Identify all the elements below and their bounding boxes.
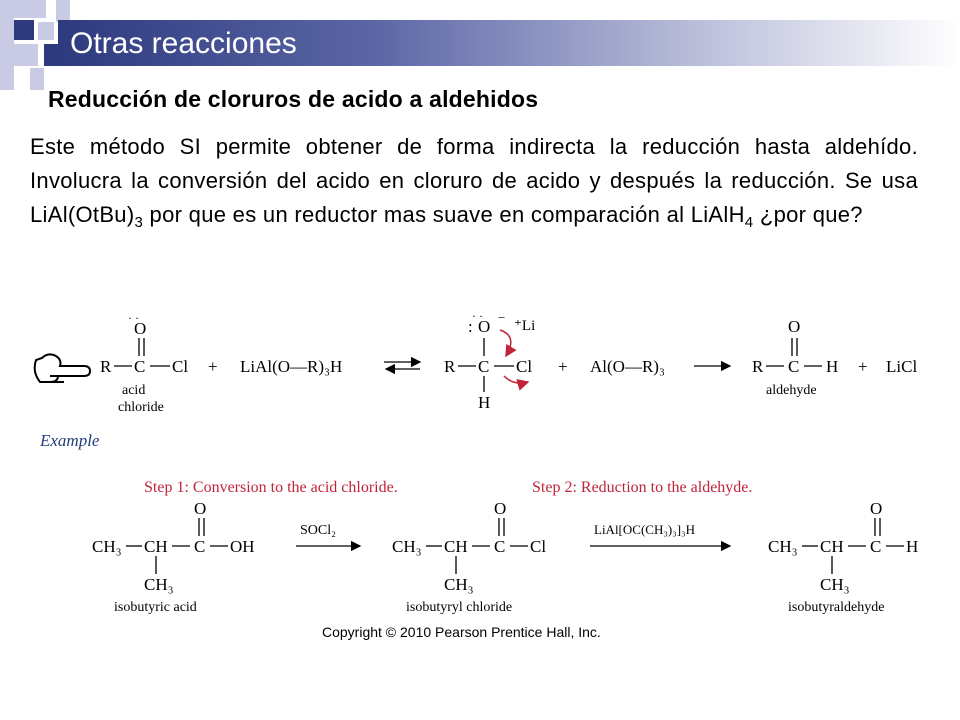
- section-subtitle: Reducción de cloruros de acido a aldehidos: [48, 86, 539, 112]
- ex-h: H: [906, 537, 919, 556]
- plus-sign: +: [858, 357, 868, 376]
- step-2-label: Step 2: Reduction to the aldehyde.: [532, 479, 753, 496]
- ex-ch3: CH₃: [144, 575, 174, 594]
- ex-ch3: CH₃: [392, 537, 422, 556]
- ex-ch: CH: [144, 537, 168, 556]
- scheme-r-2: R: [444, 357, 456, 376]
- ex-ch: CH: [444, 537, 468, 556]
- name-isobutyraldehyde: isobutyraldehyde: [788, 600, 885, 615]
- scheme-cl-1: Cl: [172, 357, 189, 376]
- scheme-o-3: O: [788, 317, 801, 336]
- reagent-lial-otbu: LiAl[OC(CH₃)₃]₃H: [594, 522, 695, 537]
- scheme-c-3: C: [788, 357, 800, 376]
- ex-o: O: [194, 499, 207, 518]
- curved-arrow: [500, 330, 511, 356]
- ex-oh: OH: [230, 537, 255, 556]
- body-text-3: ¿por que?: [753, 202, 863, 227]
- body-sub-1: 3: [134, 214, 144, 231]
- aluminium-alkoxide: Al(O—R)₃: [590, 357, 665, 376]
- scheme-h-3: H: [826, 357, 839, 376]
- name-isobutyric-acid: isobutyric acid: [114, 600, 197, 615]
- ex-c: C: [194, 537, 206, 556]
- ex-ch3: CH₃: [820, 575, 850, 594]
- ex-ch3: CH₃: [768, 537, 798, 556]
- scheme-r-3: R: [752, 357, 764, 376]
- scheme-h-2: H: [478, 393, 491, 412]
- scheme-c-2: C: [478, 357, 490, 376]
- ex-o: O: [494, 499, 507, 518]
- example-label: Example: [40, 431, 100, 450]
- scheme-cl-2: Cl: [516, 357, 533, 376]
- label-acid: acid: [122, 383, 146, 398]
- plus-sign: +: [558, 357, 568, 376]
- pointing-hand-icon: [35, 354, 90, 382]
- ex-c: C: [494, 537, 506, 556]
- lone-pair-dots: · ·: [128, 311, 139, 325]
- lithium-chloride: LiCl: [886, 357, 918, 376]
- scheme-o-2: O: [478, 317, 491, 336]
- step-1-label: Step 1: Conversion to the acid chloride.: [144, 479, 398, 496]
- body-sub-2: 4: [744, 214, 754, 231]
- ex-ch3: CH₃: [444, 575, 474, 594]
- copyright-notice: Copyright © 2010 Pearson Prentice Hall, Inc.: [322, 624, 601, 640]
- negative-charge: −: [498, 310, 506, 325]
- curved-arrow: [504, 376, 528, 383]
- lithium-cation: ⁺Li: [514, 318, 536, 334]
- body-text-1: Este método SI permite obtener de forma indirecta la reducción hasta aldehído. Involucra la conversión del acido en cloruro de acido y después la reducción. Se usa LiAl(OtBu): [30, 134, 918, 227]
- label-aldehyde: aldehyde: [766, 383, 817, 398]
- scheme-r-1: R: [100, 357, 112, 376]
- page-title: Otras reacciones: [70, 27, 297, 60]
- reagent-socl2: SOCl₂: [300, 523, 337, 538]
- body-text-2: por que es un reductor mas suave en comparación al LiAlH: [143, 202, 745, 227]
- ex-ch3: CH₃: [92, 537, 122, 556]
- lone-pair-dots: · ·: [472, 309, 483, 323]
- ex-c: C: [870, 537, 882, 556]
- lone-pair-dots: :: [468, 317, 473, 336]
- ex-cl: Cl: [530, 537, 547, 556]
- scheme-c-1: C: [134, 357, 146, 376]
- plus-sign: +: [208, 357, 218, 376]
- reagent-lialh: LiAl(O—R)₃H: [240, 357, 343, 376]
- ex-o: O: [870, 499, 883, 518]
- label-chloride: chloride: [118, 400, 164, 415]
- scheme-o-1: O: [134, 319, 147, 338]
- name-isobutyryl-chloride: isobutyryl chloride: [406, 600, 513, 615]
- ex-ch: CH: [820, 537, 844, 556]
